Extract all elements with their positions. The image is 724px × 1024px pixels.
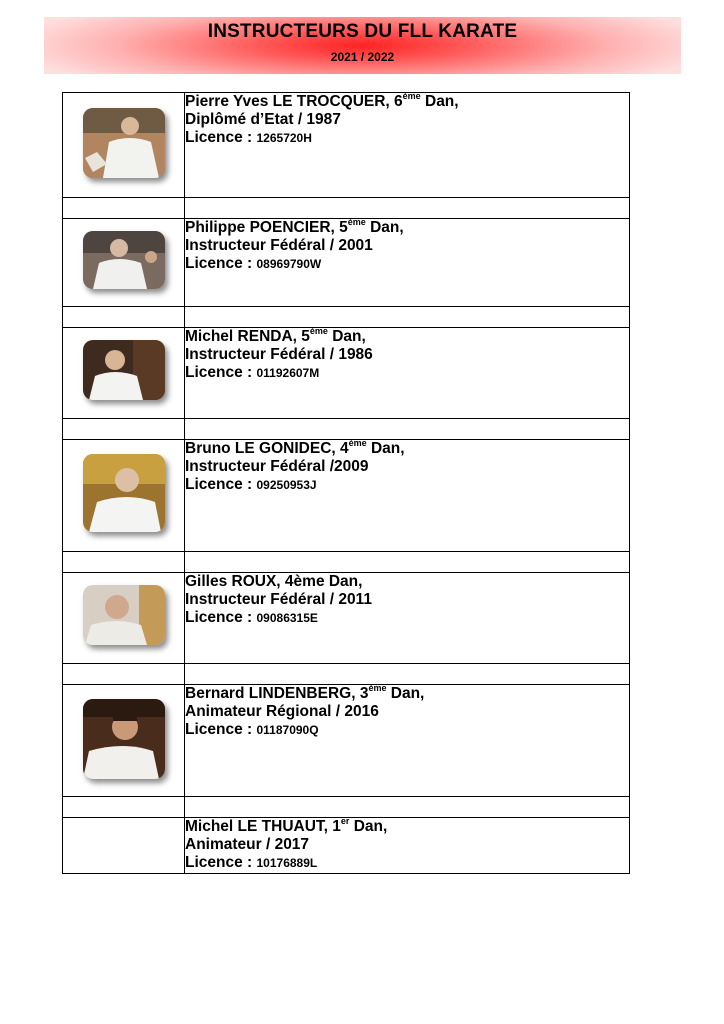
photo-cell (63, 818, 185, 874)
photo-cell (63, 573, 185, 664)
instructor-name: Bruno LE GONIDEC, 4ème Dan, (185, 437, 405, 457)
spacer-row (63, 552, 630, 573)
table-row (63, 93, 630, 198)
instructor-role: Instructeur Fédéral / 1986 (185, 346, 373, 363)
spacer-row (63, 419, 630, 440)
instructor-licence: Licence : 09250953J (185, 476, 317, 493)
instructor-licence: Licence : 1265720H (185, 129, 312, 146)
header-banner (44, 17, 681, 74)
info-cell (185, 325, 630, 419)
instructor-name: Bernard LINDENBERG, 3ème Dan, (185, 682, 425, 702)
info-cell (185, 90, 630, 198)
page-title: INSTRUCTEURS DU FLL KARATE (207, 21, 518, 42)
instructor-role: Instructeur Fédéral / 2011 (185, 591, 372, 608)
instructor-name: Gilles ROUX, 4ème Dan, (185, 573, 363, 590)
info-cell (185, 815, 630, 874)
season-label: 2021 / 2022 (330, 50, 395, 64)
photo-cell (63, 685, 185, 797)
instructor-role: Animateur / 2017 (185, 836, 310, 853)
instructor-photo (83, 699, 165, 779)
instructor-licence: Licence : 10176889L (185, 854, 318, 871)
instructor-role: Instructeur Fédéral / 2001 (185, 237, 373, 254)
instructor-photo (83, 108, 165, 178)
photo-cell (63, 219, 185, 307)
instructors-table (62, 92, 630, 874)
info-cell (185, 682, 630, 797)
spacer-row (63, 198, 630, 219)
table-row (63, 685, 630, 797)
table-row (63, 219, 630, 307)
instructor-photo (83, 454, 165, 532)
table-row (63, 440, 630, 552)
instructor-licence: Licence : 01192607M (185, 364, 320, 381)
spacer-row (63, 664, 630, 685)
table-row (63, 573, 630, 664)
table-row (63, 818, 630, 874)
instructor-name: Michel RENDA, 5ème Dan, (185, 325, 366, 345)
photo-cell (63, 93, 185, 198)
info-cell (185, 573, 630, 664)
info-cell (185, 437, 630, 552)
photo-cell (63, 440, 185, 552)
instructor-photo (83, 231, 165, 289)
instructor-role: Diplômé d’Etat / 1987 (185, 111, 341, 128)
instructor-role: Animateur Régional / 2016 (185, 703, 379, 720)
instructor-photo (83, 585, 165, 645)
instructor-name: Philippe POENCIER, 5ème Dan, (185, 216, 404, 236)
instructor-licence: Licence : 01187090Q (185, 721, 319, 738)
instructor-licence: Licence : 09086315E (185, 609, 318, 626)
instructor-name: Pierre Yves LE TROCQUER, 6ème Dan, (185, 90, 459, 110)
instructor-name: Michel LE THUAUT, 1er Dan, (185, 815, 388, 835)
spacer-row (63, 797, 630, 818)
instructor-role: Instructeur Fédéral /2009 (185, 458, 369, 475)
photo-cell (63, 328, 185, 419)
table-row (63, 328, 630, 419)
info-cell (185, 216, 630, 307)
spacer-row (63, 307, 630, 328)
instructor-licence: Licence : 08969790W (185, 255, 322, 272)
instructor-photo (83, 340, 165, 400)
